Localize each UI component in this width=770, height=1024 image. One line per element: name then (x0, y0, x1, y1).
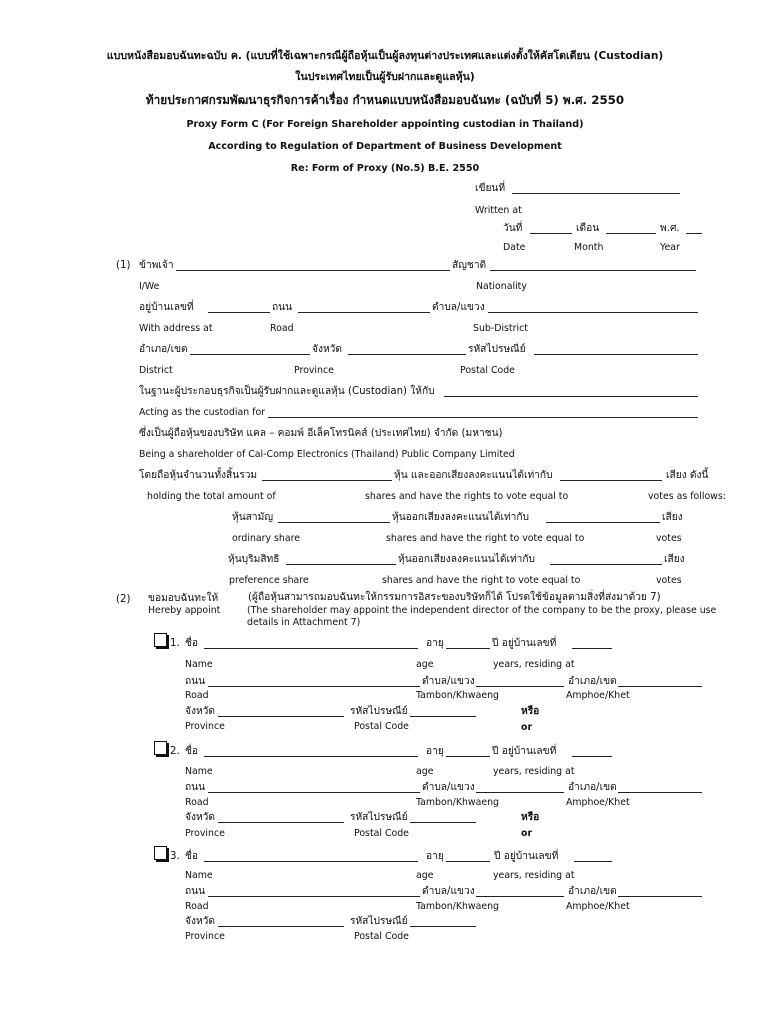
proxy-1-tambon-en: Tambon/Khwaeng (416, 690, 499, 701)
district-field[interactable] (190, 354, 310, 355)
ordinary-th: หุ้นสามัญ (232, 512, 274, 523)
district-en: District (139, 365, 173, 376)
proxy-1-tambon-field[interactable] (476, 686, 564, 687)
header-en-line3: Re: Form of Proxy (No.5) B.E. 2550 (290, 163, 480, 174)
proxy-1-postal-field[interactable] (410, 716, 476, 717)
date-en: Date (503, 242, 526, 253)
proxy-1-age-th: อายุ (426, 638, 444, 649)
nationality-field[interactable] (490, 270, 696, 271)
proxy-2-road-th: ถนน (185, 782, 206, 793)
province-field[interactable] (348, 354, 466, 355)
proxy-1-road-en: Road (185, 690, 209, 701)
proxy-2-checkbox[interactable] (154, 741, 167, 755)
proxy-1-age-en: age (416, 659, 434, 670)
appoint-note-en1: (The shareholder may appoint the independent director of the company to be the proxy, please use (247, 605, 717, 616)
proxy-1-road-th: ถนน (185, 676, 206, 687)
appoint-th: ขอมอบฉันทะให้ (148, 593, 219, 604)
written-at-th: เขียนที่ (475, 183, 506, 194)
proxy-2-name-th: ชื่อ (185, 746, 199, 757)
section2-number: (2) (116, 594, 131, 605)
ordinary-shares-field[interactable] (278, 522, 390, 523)
house-no-th: อยู่บ้านเลขที่ (139, 302, 194, 313)
proxy-1-postal-en: Postal Code (354, 721, 409, 732)
nationality-en: Nationality (476, 281, 527, 292)
proxy-2-name-en: Name (185, 766, 213, 777)
preference-th: หุ้นบุริมสิทธิ (228, 554, 280, 565)
custodian-en: Acting as the custodian for (139, 407, 266, 418)
proxy-1-number: 1. (170, 638, 180, 649)
house-no-field[interactable] (208, 312, 270, 313)
proxy-2-house-field[interactable] (572, 756, 612, 757)
proxy-3-tambon-th: ตำบล/แขวง (422, 886, 475, 897)
proxy-1-name-th: ชื่อ (185, 638, 199, 649)
year-th: พ.ศ. (660, 223, 680, 234)
year-en: Year (660, 242, 680, 253)
shareholder-name-field[interactable] (176, 270, 450, 271)
proxy-3-amphoe-field[interactable] (618, 896, 702, 897)
proxy-2-amphoe-th: อำเภอ/เขต (568, 782, 617, 793)
year-field[interactable] (686, 233, 702, 234)
written-at-field[interactable] (512, 193, 680, 194)
ordinary-en: ordinary share (232, 533, 301, 544)
proxy-3-road-th: ถนน (185, 886, 206, 897)
proxy-1-province-th: จังหวัด (185, 706, 215, 717)
proxy-3-age-field[interactable] (446, 861, 490, 862)
proxy-1-tambon-th: ตำบล/แขวง (422, 676, 475, 687)
subdistrict-th: ตำบล/แขวง (432, 302, 485, 313)
written-at-en: Written at (475, 205, 522, 216)
proxy-3-province-en: Province (185, 931, 225, 942)
proxy-2-number: 2. (170, 746, 180, 757)
address-en: With address at (139, 323, 213, 334)
proxy-2-postal-field[interactable] (410, 822, 476, 823)
ordinary-th2: หุ้นออกเสียงลงคะแนนได้เท่ากับ (392, 512, 530, 523)
custodian-th: ในฐานะผู้ประกอบธุรกิจเป็นผู้รับฝากและดูแลหุ้น (Custodian) ให้กับ (139, 386, 435, 397)
proxy-3-years-en: years, residing at (493, 870, 575, 881)
proxy-2-postal-th: รหัสไปรษณีย์ (350, 812, 408, 823)
appoint-note-en2: details in Attachment 7) (247, 617, 361, 628)
proxy-3-postal-en: Postal Code (354, 931, 409, 942)
proxy-2-years-th: ปี อยู่บ้านเลขที่ (492, 746, 557, 757)
proxy-3-tambon-field[interactable] (476, 896, 564, 897)
holding-en3: votes as follows: (648, 491, 726, 502)
proxy-3-postal-th: รหัสไปรษณีย์ (350, 916, 408, 927)
proxy-1-province-field[interactable] (218, 716, 344, 717)
proxy-1-amphoe-th: อำเภอ/เขต (568, 676, 617, 687)
total-votes-field[interactable] (560, 480, 662, 481)
holding-th2: หุ้น และออกเสียงลงคะแนนได้เท่ากับ (394, 470, 553, 481)
ordinary-th3: เสียง (662, 512, 683, 523)
proxy-3-name-field[interactable] (204, 861, 418, 862)
appoint-note-th: (ผู้ถือหุ้นสามารถมอบฉันทะให้กรรมการอิสระของบริษัทก็ได้ โปรดใช้ข้อมูลตามสิ่งที่ส่งมาด้วย 7) (248, 592, 661, 603)
proxy-1-years-en: years, residing at (493, 659, 575, 670)
proxy-2-postal-en: Postal Code (354, 828, 409, 839)
proxy-3-province-th: จังหวัด (185, 916, 215, 927)
road-th: ถนน (272, 302, 293, 313)
proxy-2-province-en: Province (185, 828, 225, 839)
iwe-en: I/We (139, 281, 160, 292)
proxy-3-amphoe-th: อำเภอ/เขต (568, 886, 617, 897)
header-th-line1: แบบหนังสือมอบฉันทะฉบับ ค. (แบบที่ใช้เฉพาะกรณีผู้ถือหุ้นเป็นผู้ลงทุนต่างประเทศและแต่งตั้งให้คัสโตเดียน (Custodian) (106, 50, 664, 62)
header-en-line2: According to Regulation of Department of Business Development (208, 141, 562, 152)
proxy-2-or-en: or (521, 828, 533, 839)
preference-en: preference share (229, 575, 309, 586)
section1-number: (1) (116, 260, 131, 271)
postal-th: รหัสไปรษณีย์ (468, 344, 526, 355)
postal-field[interactable] (534, 354, 698, 355)
proxy-1-years-th: ปี อยู่บ้านเลขที่ (492, 638, 557, 649)
proxy-1-province-en: Province (185, 721, 225, 732)
proxy-2-amphoe-en: Amphoe/Khet (566, 797, 630, 808)
proxy-1-postal-th: รหัสไปรษณีย์ (350, 706, 408, 717)
proxy-3-road-field[interactable] (208, 896, 420, 897)
road-en: Road (270, 323, 294, 334)
subdistrict-en: Sub-District (473, 323, 528, 334)
month-th: เดือน (576, 223, 600, 234)
preference-th3: เสียง (664, 554, 685, 565)
proxy-2-tambon-en: Tambon/Khwaeng (416, 797, 499, 808)
proxy-2-province-field[interactable] (218, 822, 344, 823)
preference-en2: shares and have the right to vote equal to (382, 575, 581, 586)
province-th: จังหวัด (312, 344, 342, 355)
proxy-2-tambon-th: ตำบล/แขวง (422, 782, 475, 793)
date-th: วันที่ (503, 223, 523, 234)
proxy-1-checkbox[interactable] (154, 633, 167, 647)
proxy-1-age-field[interactable] (446, 648, 490, 649)
header-en-line1: Proxy Form C (For Foreign Shareholder appointing custodian in Thailand) (186, 119, 584, 130)
proxy-3-amphoe-en: Amphoe/Khet (566, 901, 630, 912)
header-th-line3: ท้ายประกาศกรมพัฒนาธุรกิจการค้าเรื่อง กำหนดแบบหนังสือมอบฉันทะ (ฉบับที่ 5) พ.ศ. 2550 (145, 93, 625, 107)
ordinary-en2: shares and have the right to vote equal to (386, 533, 585, 544)
province-en: Province (294, 365, 334, 376)
proxy-3-road-en: Road (185, 901, 209, 912)
custodian-for-field[interactable] (268, 417, 698, 418)
proxy-3-house-field[interactable] (574, 861, 612, 862)
proxy-1-road-field[interactable] (208, 686, 420, 687)
header-th-line2: ในประเทศไทยเป็นผู้รับฝากและดูแลหุ้น) (295, 71, 475, 83)
holding-th: โดยถือหุ้นจำนวนทั้งสิ้นรวม (139, 470, 258, 481)
nationality-th: สัญชาติ (452, 260, 487, 271)
holding-th3: เสียง ดังนี้ (666, 470, 709, 481)
company-en: Being a shareholder of Cal-Comp Electronics (Thailand) Public Company Limited (139, 449, 515, 460)
custodian-for-field-th[interactable] (444, 396, 698, 397)
proxy-3-name-en: Name (185, 870, 213, 881)
proxy-2-road-field[interactable] (208, 792, 420, 793)
proxy-2-road-en: Road (185, 797, 209, 808)
proxy-1-amphoe-en: Amphoe/Khet (566, 690, 630, 701)
proxy-3-name-th: ชื่อ (185, 851, 199, 862)
month-en: Month (574, 242, 604, 253)
proxy-3-number: 3. (170, 851, 180, 862)
district-th: อำเภอ/เขต (139, 344, 188, 355)
road-field[interactable] (298, 312, 430, 313)
proxy-2-or-th: หรือ (521, 812, 540, 823)
proxy-3-postal-field[interactable] (410, 926, 476, 927)
proxy-2-age-th: อายุ (426, 746, 444, 757)
proxy-3-tambon-en: Tambon/Khwaeng (416, 901, 499, 912)
ordinary-votes-field[interactable] (546, 522, 660, 523)
preference-votes-field[interactable] (550, 564, 662, 565)
proxy-3-province-field[interactable] (218, 926, 344, 927)
holding-en: holding the total amount of (147, 491, 276, 502)
proxy-2-amphoe-field[interactable] (618, 792, 702, 793)
subdistrict-field[interactable] (488, 312, 698, 313)
preference-shares-field[interactable] (286, 564, 396, 565)
month-field[interactable] (606, 233, 656, 234)
date-field[interactable] (530, 233, 572, 234)
ordinary-en3: votes (656, 533, 682, 544)
proxy-3-years-th: ปี อยู่บ้านเลขที่ (494, 851, 559, 862)
total-shares-field[interactable] (262, 480, 392, 481)
company-th: ซึ่งเป็นผู้ถือหุ้นของบริษัท แคล – คอมพ์ อีเล็คโทรนิคส์ (ประเทศไทย) จำกัด (มหาชน) (139, 428, 503, 439)
proxy-1-or-en: or (521, 722, 533, 733)
proxy-1-name-en: Name (185, 659, 213, 670)
iwe-th: ข้าพเจ้า (139, 260, 174, 271)
preference-th2: หุ้นออกเสียงลงคะแนนได้เท่ากับ (398, 554, 536, 565)
proxy-1-or-th: หรือ (521, 706, 540, 717)
proxy-1-amphoe-field[interactable] (618, 686, 702, 687)
proxy-2-age-field[interactable] (446, 756, 490, 757)
proxy-2-age-en: age (416, 766, 434, 777)
holding-en2: shares and have the rights to vote equal to (365, 491, 569, 502)
proxy-2-name-field[interactable] (204, 756, 418, 757)
preference-en3: votes (656, 575, 682, 586)
proxy-2-province-th: จังหวัด (185, 812, 215, 823)
proxy-2-years-en: years, residing at (493, 766, 575, 777)
proxy-1-house-field[interactable] (572, 648, 612, 649)
appoint-en: Hereby appoint (148, 605, 221, 616)
proxy-3-age-en: age (416, 870, 434, 881)
proxy-3-checkbox[interactable] (154, 846, 167, 860)
postal-en: Postal Code (460, 365, 515, 376)
proxy-1-name-field[interactable] (204, 648, 418, 649)
proxy-2-tambon-field[interactable] (476, 792, 564, 793)
proxy-3-age-th: อายุ (426, 851, 444, 862)
